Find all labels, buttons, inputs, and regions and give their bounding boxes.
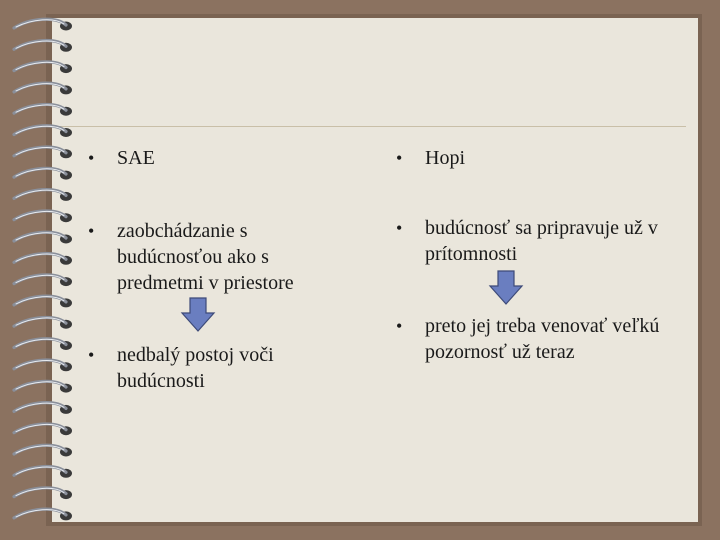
bullet-dot: • — [88, 345, 95, 365]
bullet-dot: • — [396, 218, 403, 238]
spiral-ring — [14, 211, 72, 222]
left-heading — [88, 145, 348, 171]
left-point-1 — [88, 218, 348, 296]
spiral-ring — [14, 190, 72, 201]
bullet-dot: • — [396, 316, 403, 336]
spiral-ring — [14, 104, 72, 115]
right-heading — [396, 145, 696, 171]
spiral-ring — [14, 147, 72, 158]
down-arrow-icon — [488, 270, 524, 306]
spiral-ring — [14, 62, 72, 73]
spiral-ring — [14, 126, 72, 137]
spiral-ring — [14, 317, 72, 328]
left-heading-text: SAE — [117, 147, 155, 169]
spiral-ring — [14, 424, 72, 435]
spiral-ring — [14, 232, 72, 243]
left-point-2 — [88, 342, 348, 394]
bullet-dot: • — [396, 148, 403, 168]
right-heading-text: Hopi — [425, 147, 465, 169]
spiral-ring — [14, 275, 72, 286]
spiral-ring — [14, 83, 72, 94]
spiral-ring — [14, 360, 72, 371]
right-point-2-text: preto jej treba venovať veľkú pozornosť už teraz — [425, 315, 660, 363]
bullet-dot: • — [88, 148, 95, 168]
spiral-ring — [14, 381, 72, 392]
spiral-ring — [14, 296, 72, 307]
spiral-ring — [14, 445, 72, 456]
spiral-ring — [14, 509, 72, 520]
right-point-1 — [396, 215, 666, 267]
spiral-binding-icon — [0, 0, 82, 540]
down-arrow-icon — [180, 297, 216, 333]
spiral-ring — [14, 403, 72, 414]
spiral-ring — [14, 467, 72, 478]
spiral-ring — [14, 168, 72, 179]
left-point-1-text: zaobchádzanie s budúcnosťou ako s predmetmi v priestore — [117, 220, 294, 294]
spiral-ring — [14, 488, 72, 499]
spiral-ring — [14, 19, 72, 30]
left-point-2-text: nedbalý postoj voči budúcnosti — [117, 344, 274, 392]
bullet-dot: • — [88, 221, 95, 241]
ruled-line — [54, 126, 686, 127]
right-point-1-text: budúcnosť sa pripravuje už v prítomnosti — [425, 217, 658, 265]
right-point-2 — [396, 313, 696, 365]
spiral-ring — [14, 254, 72, 265]
spiral-ring — [14, 41, 72, 52]
spiral-ring — [14, 339, 72, 350]
